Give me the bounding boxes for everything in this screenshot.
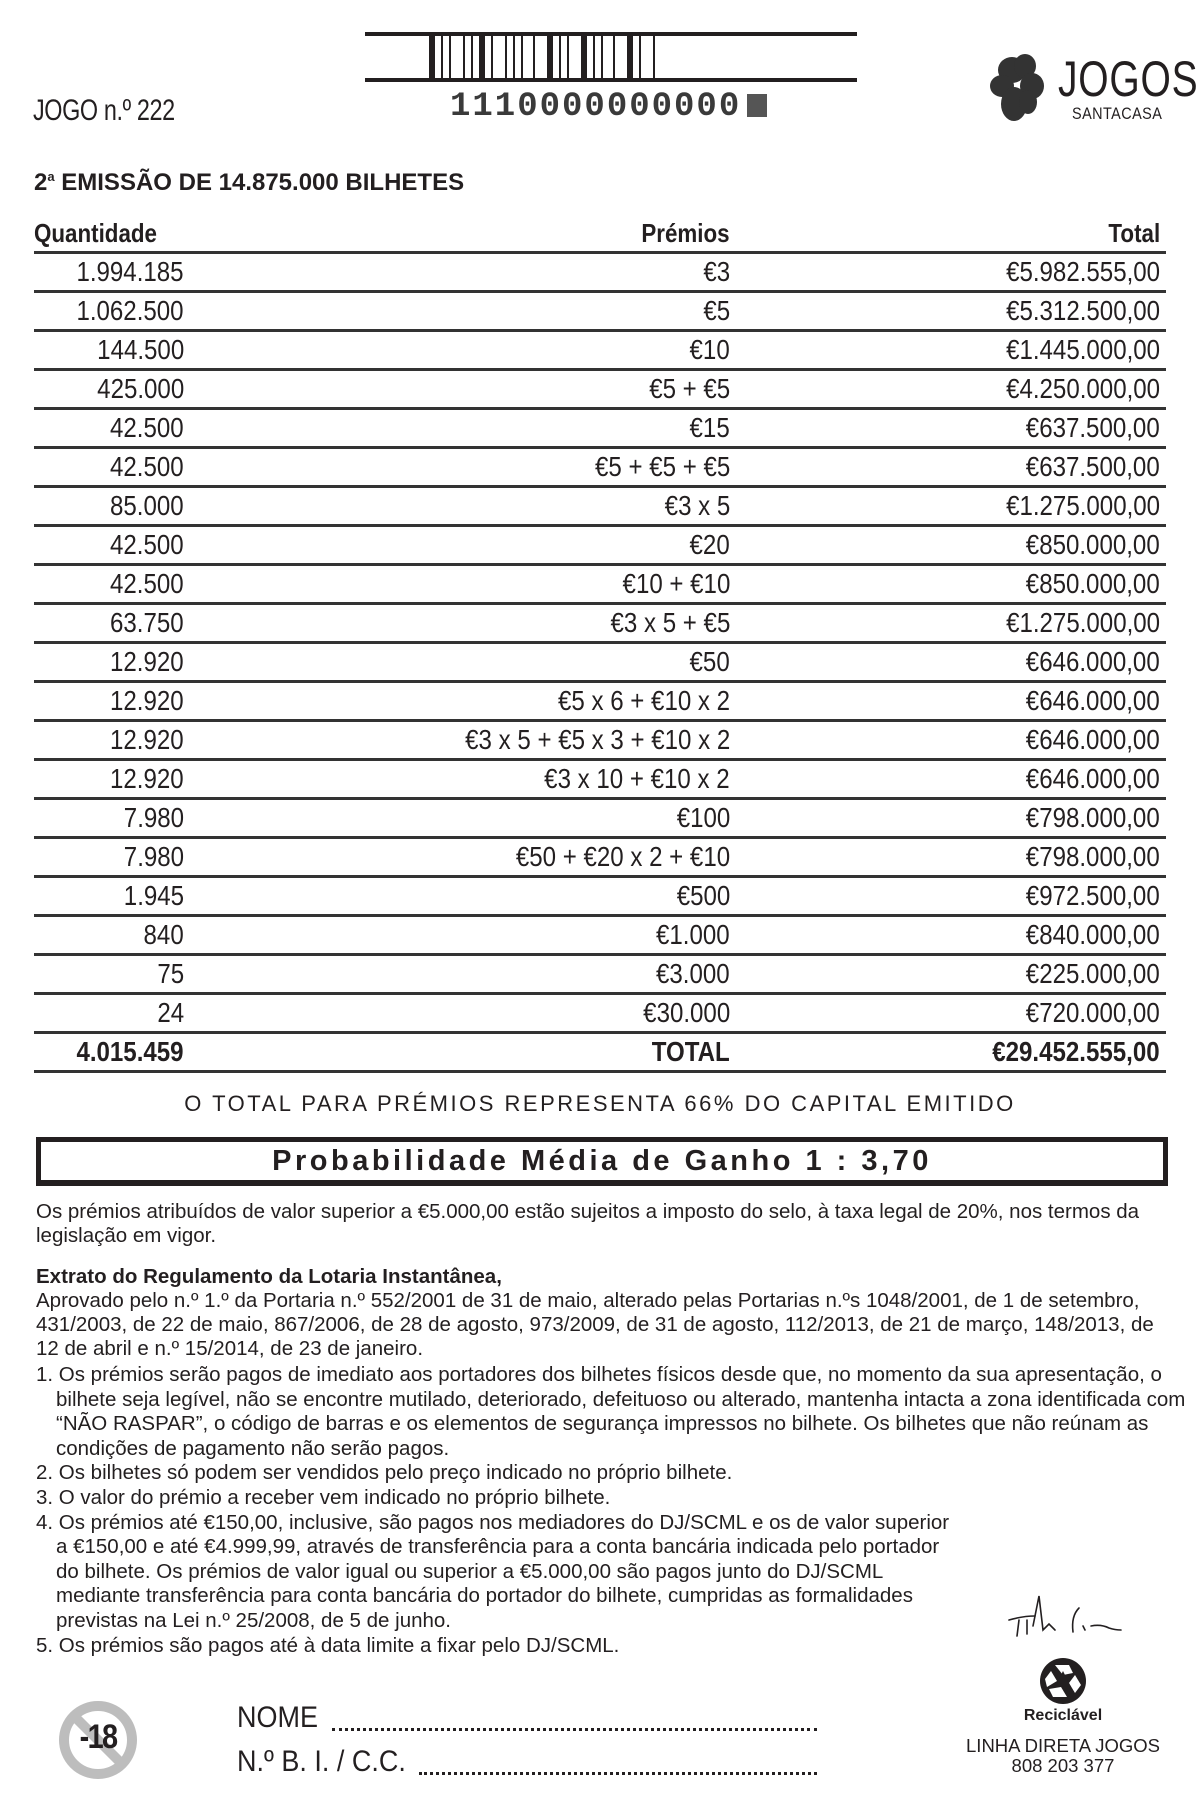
quantity-cell: 12.920 <box>34 643 190 682</box>
table-row <box>34 292 1166 331</box>
total-cell: €646.000,00 <box>840 682 1166 721</box>
total-cell: €5.312.500,00 <box>840 292 1166 331</box>
rule-item: 2. Os bilhetes só podem ser vendidos pelo preço indicado no próprio bilhete. <box>36 1461 733 1485</box>
table-row <box>34 838 1166 877</box>
table-row <box>34 565 1166 604</box>
recycle-icon <box>1039 1657 1087 1705</box>
table-row <box>34 955 1166 994</box>
table-header-row <box>34 213 1166 253</box>
win-probability-box: Probabilidade Média de Ganho 1 : 3,70 <box>36 1137 1168 1186</box>
total-cell: €4.250.000,00 <box>840 370 1166 409</box>
prize-cell: €10 <box>190 331 840 370</box>
rule-item: 5. Os prémios são pagos até à data limite a fixar pelo DJ/SCML. <box>36 1633 620 1657</box>
prize-table <box>34 213 1166 1073</box>
prize-cell: €30.000 <box>190 994 840 1033</box>
total-cell: €850.000,00 <box>840 526 1166 565</box>
emission-heading: 2$^a$ EMISSÃO DE 14.875.000 BILHETES <box>34 169 465 196</box>
quantity-cell: 42.500 <box>34 526 190 565</box>
quantity-cell: 24 <box>34 994 190 1033</box>
table-row <box>34 721 1166 760</box>
prize-cell: €15 <box>190 409 840 448</box>
prize-cell: €3 x 10 + €10 x 2 <box>190 760 840 799</box>
prize-cell: €20 <box>190 526 840 565</box>
recyclable-label: Reciclável <box>1023 1707 1103 1724</box>
total-cell: €1.275.000,00 <box>840 487 1166 526</box>
table-total-row <box>34 1033 1166 1072</box>
regulation-rules <box>36 1363 1186 1658</box>
barcode-check-square <box>747 94 767 117</box>
table-row <box>34 877 1166 916</box>
prize-cell: €5 + €5 <box>190 370 840 409</box>
helpline-title: LINHA DIRETA JOGOS <box>966 1735 1160 1756</box>
quantity-cell: 12.920 <box>34 721 190 760</box>
tax-note: Os prémios atribuídos de valor superior a €5.000,00 estão sujeitos a imposto do selo, à taxa legal de 20%, nos termos da legislação em vigor. <box>36 1200 1140 1247</box>
quantity-cell: 63.750 <box>34 604 190 643</box>
game-number: JOGO n.º 222 <box>33 94 175 127</box>
rule-item: 4. Os prémios até €150,00, inclusive, são pagos nos mediadores do DJ/SCML e os de valor superior a €150,00 e até €4.999,99, através de transferência para a conta bancária indicada pelo portador do bilhete. Os prémios de valor igual ou superior a €5.000,00 são pagos junto do DJ/SCML mediante transferência para conta bancária do portador do bilhete, cumpridas as formalidades previstas na Lei n.º 25/2008, de 5 de junho. <box>36 1510 950 1632</box>
total-cell: €5.982.555,00 <box>840 253 1166 292</box>
table-row <box>34 448 1166 487</box>
table-row <box>34 409 1166 448</box>
total-cell: €720.000,00 <box>840 994 1166 1033</box>
quantity-cell: 144.500 <box>34 331 190 370</box>
prize-cell: €1.000 <box>190 916 840 955</box>
prize-cell: €5 <box>190 292 840 331</box>
quantity-cell: 1.062.500 <box>34 292 190 331</box>
prize-cell: €100 <box>190 799 840 838</box>
table-row <box>34 799 1166 838</box>
regulation-title: Extrato do Regulamento da Lotaria Instantânea, <box>36 1265 502 1288</box>
total-cell: €29.452.555,00 <box>840 1033 1166 1072</box>
total-cell: €850.000,00 <box>840 565 1166 604</box>
quantity-cell: 85.000 <box>34 487 190 526</box>
barcode-number: 1110000000000 <box>450 88 767 126</box>
total-cell: €798.000,00 <box>840 799 1166 838</box>
table-row <box>34 526 1166 565</box>
age-restriction-badge: -18 <box>58 1700 138 1780</box>
total-cell: €972.500,00 <box>840 877 1166 916</box>
prize-cell: €50 + €20 x 2 + €10 <box>190 838 840 877</box>
quantity-cell: 42.500 <box>34 565 190 604</box>
table-row <box>34 916 1166 955</box>
total-cell: €637.500,00 <box>840 448 1166 487</box>
quantity-cell: 425.000 <box>34 370 190 409</box>
column-header-quantidade: Quantidade <box>34 213 190 253</box>
quantity-cell: 1.994.185 <box>34 253 190 292</box>
id-number-field[interactable]: N.º B. I. / C.C. <box>237 1745 817 1781</box>
quantity-cell: 42.500 <box>34 448 190 487</box>
total-cell: €225.000,00 <box>840 955 1166 994</box>
table-row <box>34 370 1166 409</box>
quantity-cell: 12.920 <box>34 760 190 799</box>
quantity-cell: 7.980 <box>34 799 190 838</box>
quantity-cell: 4.015.459 <box>34 1033 190 1072</box>
name-dotted-line[interactable] <box>332 1728 817 1731</box>
quantity-cell: 42.500 <box>34 409 190 448</box>
prize-cell: €3.000 <box>190 955 840 994</box>
rule-item: 3. O valor do prémio a receber vem indicado no próprio bilhete. <box>36 1485 611 1509</box>
table-row <box>34 487 1166 526</box>
quantity-cell: 1.945 <box>34 877 190 916</box>
clover-icon <box>990 52 1054 124</box>
total-cell: €1.445.000,00 <box>840 331 1166 370</box>
table-row <box>34 604 1166 643</box>
total-cell: €646.000,00 <box>840 721 1166 760</box>
table-row <box>34 331 1166 370</box>
prize-cell: €3 x 5 + €5 x 3 + €10 x 2 <box>190 721 840 760</box>
table-row <box>34 253 1166 292</box>
prize-cell: €500 <box>190 877 840 916</box>
prize-percentage-note: O TOTAL PARA PRÉMIOS REPRESENTA 66% DO CAPITAL EMITIDO <box>184 1091 1016 1116</box>
total-cell: €646.000,00 <box>840 643 1166 682</box>
prize-cell: €3 x 5 + €5 <box>190 604 840 643</box>
signature <box>1005 1590 1125 1650</box>
table-row <box>34 643 1166 682</box>
quantity-cell: 840 <box>34 916 190 955</box>
prize-cell: TOTAL <box>190 1033 840 1072</box>
table-row <box>34 994 1166 1033</box>
total-cell: €646.000,00 <box>840 760 1166 799</box>
prize-cell: €5 + €5 + €5 <box>190 448 840 487</box>
rule-item: 1. Os prémios serão pagos de imediato aos portadores dos bilhetes físicos desde que, no momento da sua apresentação, o bilhete seja legível, não se encontre mutilado, deteriorado, defeituoso ou alterado, mantenha intacta a zona identificada com “NÃO RASPAR”, o código de barras e os elementos de segurança impressos no bilhete. Os bilhetes que não reúnam as condições de pagamento não serão pagos. <box>36 1363 1186 1460</box>
total-cell: €840.000,00 <box>840 916 1166 955</box>
regulation-extract <box>36 1265 1176 1361</box>
quantity-cell: 12.920 <box>34 682 190 721</box>
table-row <box>34 682 1166 721</box>
jogos-santacasa-logo: JOGOS SANTACASA <box>990 52 1168 128</box>
id-dotted-line[interactable] <box>419 1772 817 1775</box>
barcode <box>365 30 857 86</box>
regulation-body: Aprovado pelo n.º 1.º da Portaria n.º 552/2001 de 31 de maio, alterado pelas Portarias n.ºs 1048/2001, de 1 de setembro, 431/2003, de 22 de maio, 867/2006, de 28 de agosto, 973/2009, de 31 de agosto, 112/2013, de 21 de março, 148/2013, de 12 de abril e n.º 15/2014, de 23 de janeiro. <box>36 1289 1154 1360</box>
prize-cell: €3 <box>190 253 840 292</box>
column-header-total: Total <box>840 213 1166 253</box>
quantity-cell: 7.980 <box>34 838 190 877</box>
helpline-phone: 808 203 377 <box>1011 1755 1115 1776</box>
total-cell: €798.000,00 <box>840 838 1166 877</box>
helpline <box>950 1736 1176 1776</box>
column-header-premios: Prémios <box>190 213 840 253</box>
prize-cell: €50 <box>190 643 840 682</box>
name-field[interactable]: NOME <box>237 1701 817 1737</box>
table-row <box>34 760 1166 799</box>
quantity-cell: 75 <box>34 955 190 994</box>
total-cell: €637.500,00 <box>840 409 1166 448</box>
prize-cell: €3 x 5 <box>190 487 840 526</box>
prize-cell: €5 x 6 + €10 x 2 <box>190 682 840 721</box>
prize-cell: €10 + €10 <box>190 565 840 604</box>
total-cell: €1.275.000,00 <box>840 604 1166 643</box>
